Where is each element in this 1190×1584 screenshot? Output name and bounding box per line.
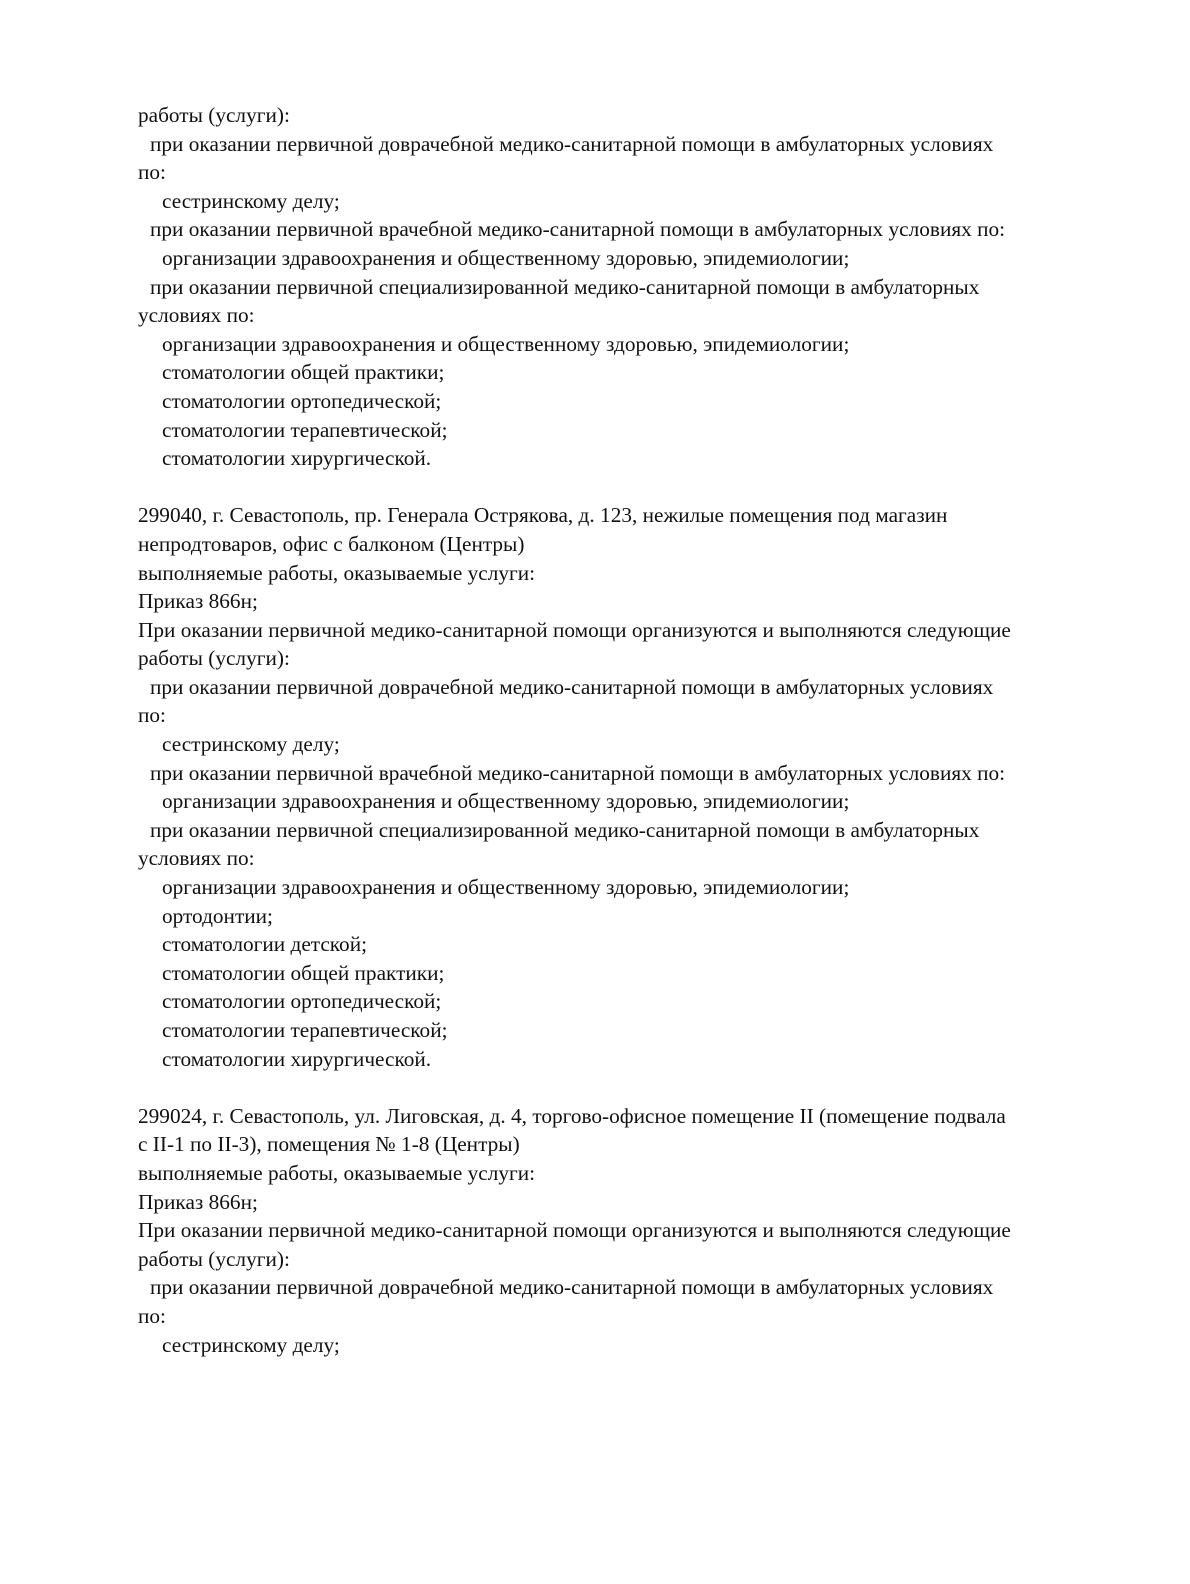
- address-section: [138, 501, 1128, 1073]
- address-section: [138, 1102, 1128, 1359]
- paragraph-gap: [138, 473, 1128, 502]
- text-line: стоматологии терапевтической;: [162, 417, 448, 442]
- text-line: стоматологии общей практики;: [162, 960, 445, 985]
- text-line: При оказании первичной медико-санитарной помощи организуются и выполняются следующие: [138, 617, 1011, 642]
- text-line: организации здравоохранения и общественному здоровью, эпидемиологии;: [162, 245, 850, 270]
- text-line: ортодонтии;: [162, 903, 273, 928]
- text-line: сестринскому делу;: [162, 1332, 340, 1357]
- text-line: стоматологии хирургической.: [162, 1046, 432, 1071]
- document-page: [138, 101, 1128, 1359]
- text-line: стоматологии детской;: [162, 932, 368, 957]
- continued-section: [138, 101, 1128, 473]
- text-line: при оказании первичной доврачебной медико-санитарной помощи в амбулаторных условиях: [150, 131, 994, 156]
- text-line: 299024, г. Севастополь, ул. Лиговская, д. 4, торгово-офисное помещение II (помещение подвала: [138, 1103, 1006, 1128]
- text-line: работы (услуги):: [138, 1246, 290, 1271]
- paragraph-gap: [138, 1073, 1128, 1102]
- text-line: 299040, г. Севастополь, пр. Генерала Острякова, д. 123, нежилые помещения под магазин: [138, 503, 948, 528]
- text-line: стоматологии терапевтической;: [162, 1018, 448, 1042]
- text-line: стоматологии ортопедической;: [162, 388, 442, 413]
- text-line: при оказании первичной доврачебной медико-санитарной помощи в амбулаторных условиях: [150, 674, 994, 699]
- text-line: При оказании первичной медико-санитарной помощи организуются и выполняются следующие: [138, 1218, 1011, 1243]
- text-line: непродтоваров, офис с балконом (Центры): [138, 531, 525, 556]
- text-line: условиях по:: [138, 303, 255, 328]
- text-line: при оказании первичной специализированной медико-санитарной помощи в амбулаторных: [150, 274, 980, 299]
- text-line: условиях по:: [138, 846, 255, 871]
- text-line: при оказании первичной доврачебной медико-санитарной помощи в амбулаторных условиях: [150, 1275, 994, 1300]
- text-line: Приказ 866н;: [138, 1189, 258, 1214]
- text-line: по:: [138, 1303, 166, 1328]
- text-line: работы (услуги):: [138, 103, 290, 127]
- text-line: стоматологии ортопедической;: [162, 989, 442, 1014]
- text-line: организации здравоохранения и общественному здоровью, эпидемиологии;: [162, 331, 850, 356]
- text-line: выполняемые работы, оказываемые услуги:: [138, 560, 536, 585]
- text-line: Приказ 866н;: [138, 589, 258, 614]
- text-line: с II-1 по II-3), помещения № 1-8 (Центры): [138, 1132, 520, 1157]
- text-line: по:: [138, 160, 166, 185]
- text-line: по:: [138, 703, 166, 728]
- text-line: организации здравоохранения и общественному здоровью, эпидемиологии;: [162, 789, 850, 814]
- text-line: при оказании первичной врачебной медико-санитарной помощи в амбулаторных условиях по:: [150, 760, 1006, 785]
- text-line: стоматологии общей практики;: [162, 360, 445, 385]
- text-line: при оказании первичной врачебной медико-санитарной помощи в амбулаторных условиях по:: [150, 217, 1006, 242]
- text-line: организации здравоохранения и общественному здоровью, эпидемиологии;: [162, 875, 850, 900]
- text-line: сестринскому делу;: [162, 188, 340, 213]
- text-line: сестринскому делу;: [162, 732, 340, 757]
- text-line: при оказании первичной специализированной медико-санитарной помощи в амбулаторных: [150, 817, 980, 842]
- text-line: выполняемые работы, оказываемые услуги:: [138, 1160, 536, 1185]
- text-line: стоматологии хирургической.: [162, 446, 432, 471]
- text-line: работы (услуги):: [138, 646, 290, 671]
